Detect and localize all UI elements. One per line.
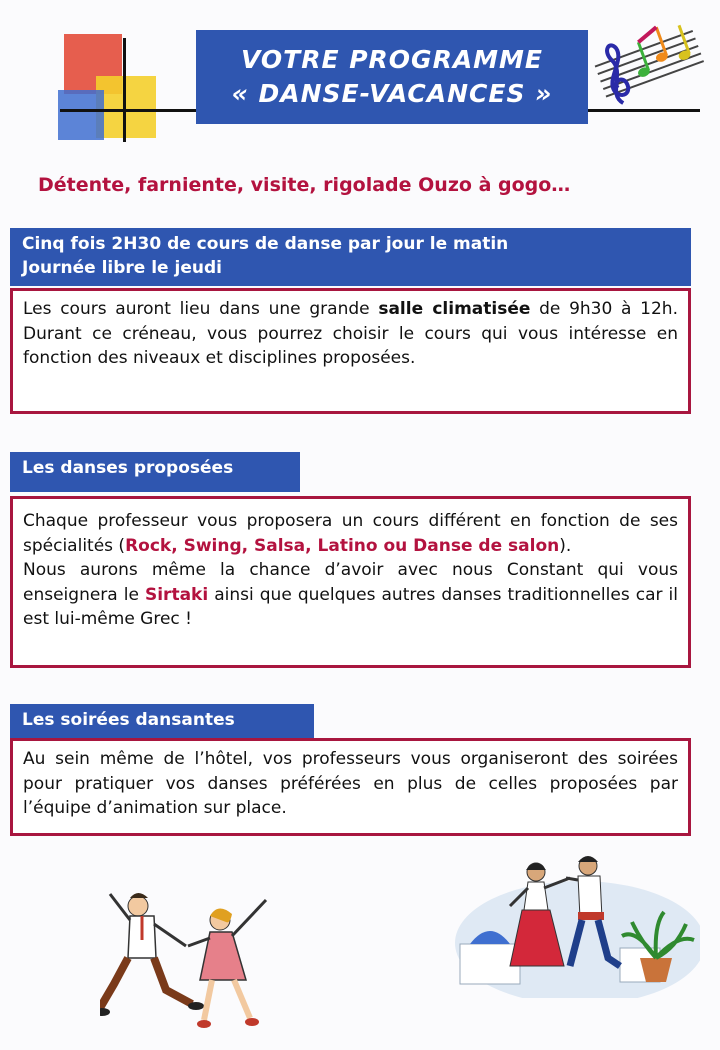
header-vertical-rule [123, 38, 126, 142]
text-run: ainsi que quelques autres danses traditionnelles car il est lui-même Grec ! [23, 584, 678, 629]
text-run: Nous aurons même la chance d’avoir avec nous Constant qui vous enseignera le [23, 560, 678, 605]
section-header-evenings [10, 704, 314, 740]
section-box-evenings [10, 738, 691, 836]
music-notes-icon [592, 8, 704, 112]
section-text-dances-2 [23, 558, 678, 632]
section-header-title: Les danses proposées [22, 458, 234, 478]
title-line-2: « DANSE-VACANCES » [231, 79, 553, 108]
section-box-dances [10, 496, 691, 668]
section-text-dances-1 [23, 509, 678, 558]
section-text-evenings: Au sein même de l’hôtel, vos professeurs vous organiseront des soirées pour pratiquer vos danses préférées en plus de celles proposées par l’équipe d’animation sur place. [23, 749, 678, 818]
section-box-courses [10, 288, 691, 414]
section-header-dances [10, 452, 300, 492]
text-run: Les cours auront lieu dans une grande [23, 299, 379, 319]
section-header-courses [10, 228, 691, 286]
section-header-line-1: Cinq fois 2H30 de cours de danse par jour le matin [22, 234, 509, 254]
section-text-courses [23, 297, 678, 371]
text-bold-salle: salle climatisée [378, 299, 531, 319]
text-dance-styles: Rock, Swing, Salsa, Latino ou Danse de salon [125, 535, 560, 556]
title-banner [196, 30, 588, 124]
tagline: Détente, farniente, visite, rigolade Ouzo à gogo… [38, 174, 571, 196]
text-run: ). [559, 535, 572, 556]
title-line-1: VOTRE PROGRAMME [240, 45, 544, 74]
section-header-title: Les soirées dansantes [22, 710, 235, 730]
greek-dancers-illustration [440, 848, 700, 998]
text-sirtaki: Sirtaki [144, 584, 209, 605]
text-run: de 9h30 à 12h. Durant ce créneau, vous pourrez choisir le cours qui vous intéresse en fonction des niveaux et disciplines proposées. [23, 299, 678, 368]
swing-dancers-illustration [100, 880, 290, 1030]
section-header-line-2: Journée libre le jeudi [22, 258, 222, 278]
text-run: Chaque professeur vous proposera un cours différent en fonction de ses spécialités ( [23, 511, 678, 556]
